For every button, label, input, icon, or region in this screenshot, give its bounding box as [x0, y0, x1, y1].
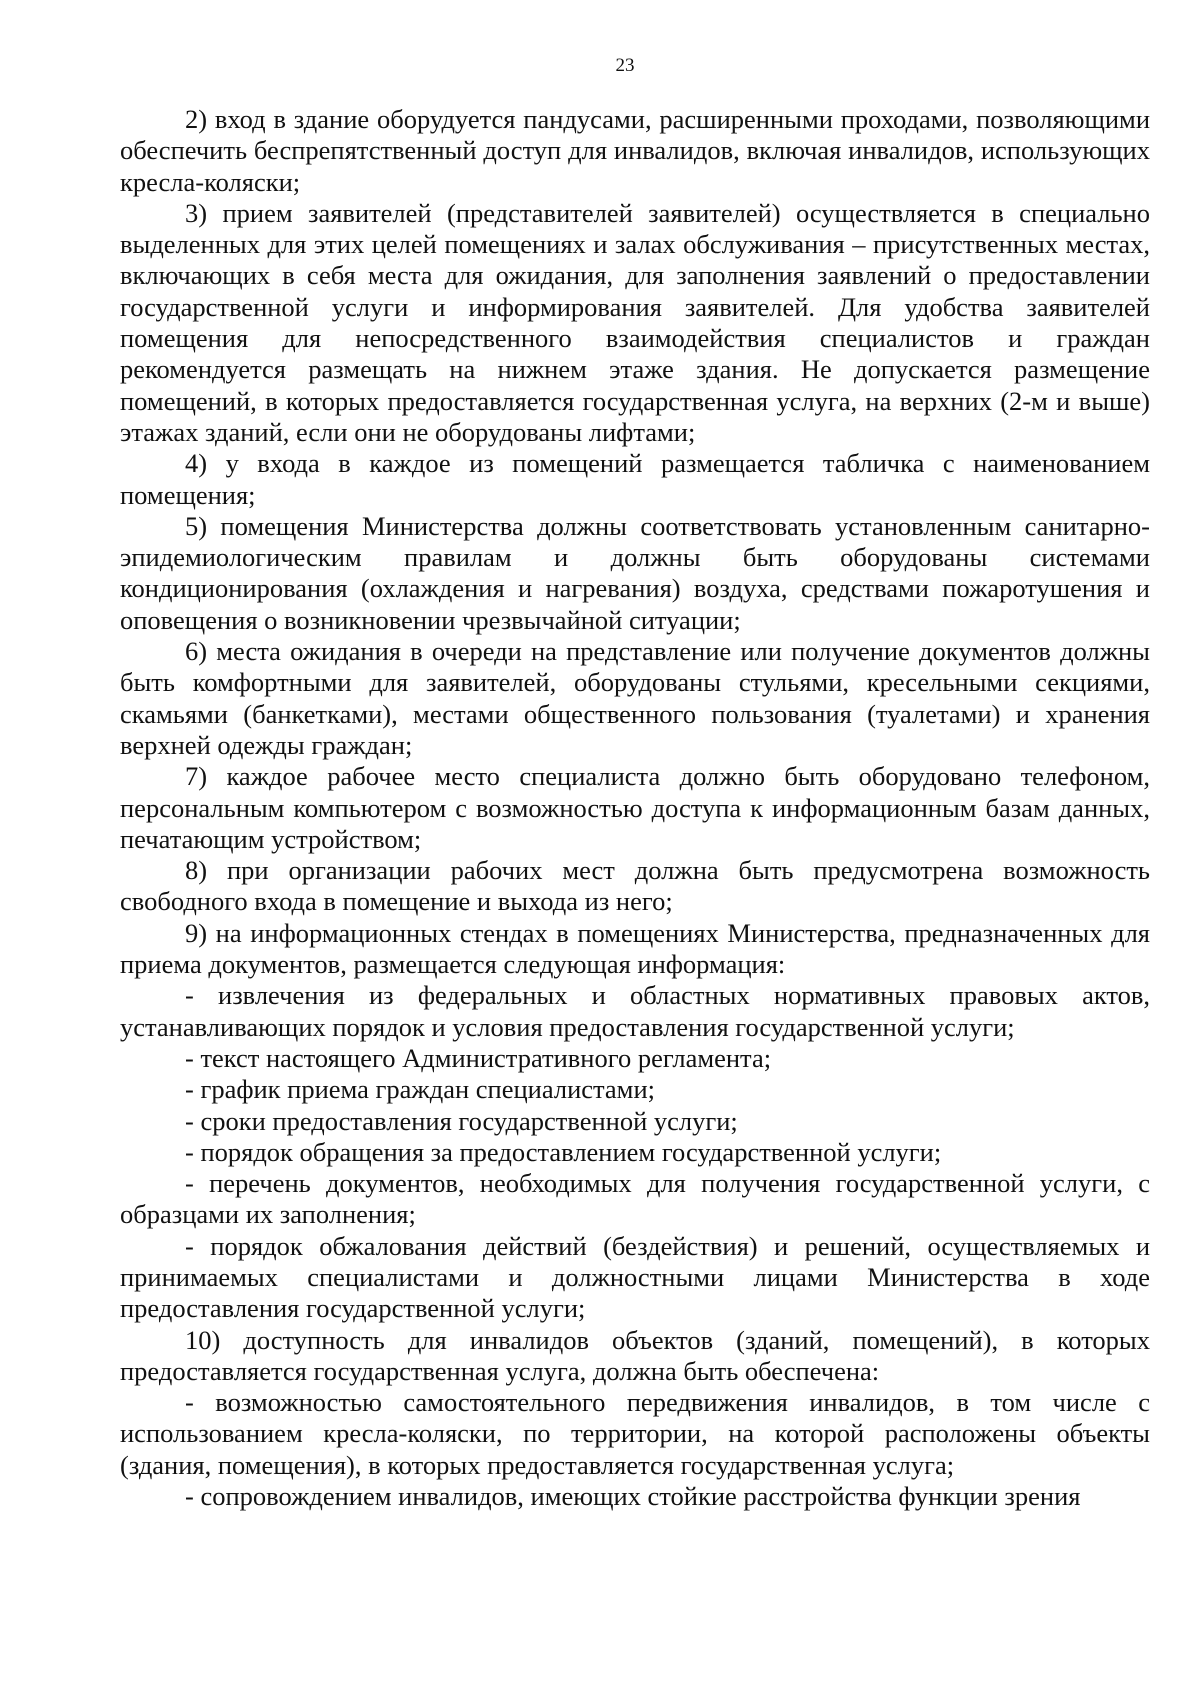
paragraph-item-7-workplace-equipment: 7) каждое рабочее место специалиста должно быть оборудовано телефоном, персональным компьютером с возможностью доступа к информационным базам данных, печатающим устройством;	[120, 761, 1150, 854]
list-item-independent-movement: - возможностью самостоятельного передвижения инвалидов, в том числе с использованием кресла-коляски, по территории, на которой расположены объекты (здания, помещения), в которых предоставляется государственная услуга;	[120, 1387, 1150, 1480]
list-item-document-list: - перечень документов, необходимых для получения государственной услуги, с образцами их заполнения;	[120, 1168, 1150, 1230]
list-item-legal-act-extracts: - извлечения из федеральных и областных нормативных правовых актов, устанавливающих порядок и условия предоставления государственной услуги;	[120, 980, 1150, 1042]
paragraph-item-2-entrance-ramps: 2) вход в здание оборудуется пандусами, расширенными проходами, позволяющими обеспечить беспрепятственный доступ для инвалидов, включая инвалидов, использующих кресла-коляски;	[120, 104, 1150, 197]
list-item-service-deadlines: - сроки предоставления государственной услуги;	[185, 1105, 738, 1136]
paragraph-item-5-sanitary-rules: 5) помещения Министерства должны соответствовать установленным санитарно-эпидемиологическим правилам и должны быть оборудованы системами кондиционирования (охлаждения и нагревания) воздуха, средствами пожаротушения и оповещения о возникновении чрезвычайной ситуации;	[120, 510, 1150, 635]
paragraph-item-4-door-sign: 4) у входа в каждое из помещений размещается табличка с наименованием помещения;	[120, 448, 1150, 510]
list-item-escort-visually-impaired: - сопровождением инвалидов, имеющих стойкие расстройства функции зрения	[185, 1481, 1081, 1512]
paragraph-item-6-waiting-area: 6) места ожидания в очереди на представление или получение документов должны быть комфортными для заявителей, оборудованы стульями, кресельными секциями, скамьями (банкетками), местами общественного пользования (туалетами) и хранения верхней одежды граждан;	[120, 636, 1150, 760]
list-item-application-procedure: - порядок обращения за предоставлением государственной услуги;	[185, 1136, 942, 1167]
list-item-regulation-text: - текст настоящего Административного регламента;	[185, 1042, 772, 1073]
paragraph-item-9-information-stands: 9) на информационных стендах в помещениях Министерства, предназначенных для приема документов, размещается следующая информация:	[120, 917, 1150, 980]
document-body	[120, 104, 1150, 1512]
list-item-reception-schedule: - график приема граждан специалистами;	[185, 1074, 655, 1105]
page-number: 23	[615, 55, 635, 76]
paragraph-item-8-free-access: 8) при организации рабочих мест должна быть предусмотрена возможность свободного входа в помещение и выхода из него;	[120, 855, 1150, 917]
paragraph-item-3-reception-premises: 3) прием заявителей (представителей заявителей) осуществляется в специально выделенных для этих целей помещениях и залах обслуживания – присутственных местах, включающих в себя места для ожидания, для заполнения заявлений о предоставлении государственной услуги и информирования заявителей. Для удобства заявителей помещения для непосредственного взаимодействия специалистов и граждан рекомендуется размещать на нижнем этаже здания. Не допускается размещение помещений, в которых предоставляется государственная услуга, на верхних (2-м и выше) этажах зданий, если они не оборудованы лифтами;	[120, 197, 1150, 447]
paragraph-item-10-accessibility: 10) доступность для инвалидов объектов (зданий, помещений), в которых предоставляется государственная услуга, должна быть обеспечена:	[120, 1324, 1150, 1386]
list-item-appeal-procedure: - порядок обжалования действий (бездействия) и решений, осуществляемых и принимаемых специалистами и должностными лицами Министерства в ходе предоставления государственной услуги;	[120, 1230, 1150, 1324]
